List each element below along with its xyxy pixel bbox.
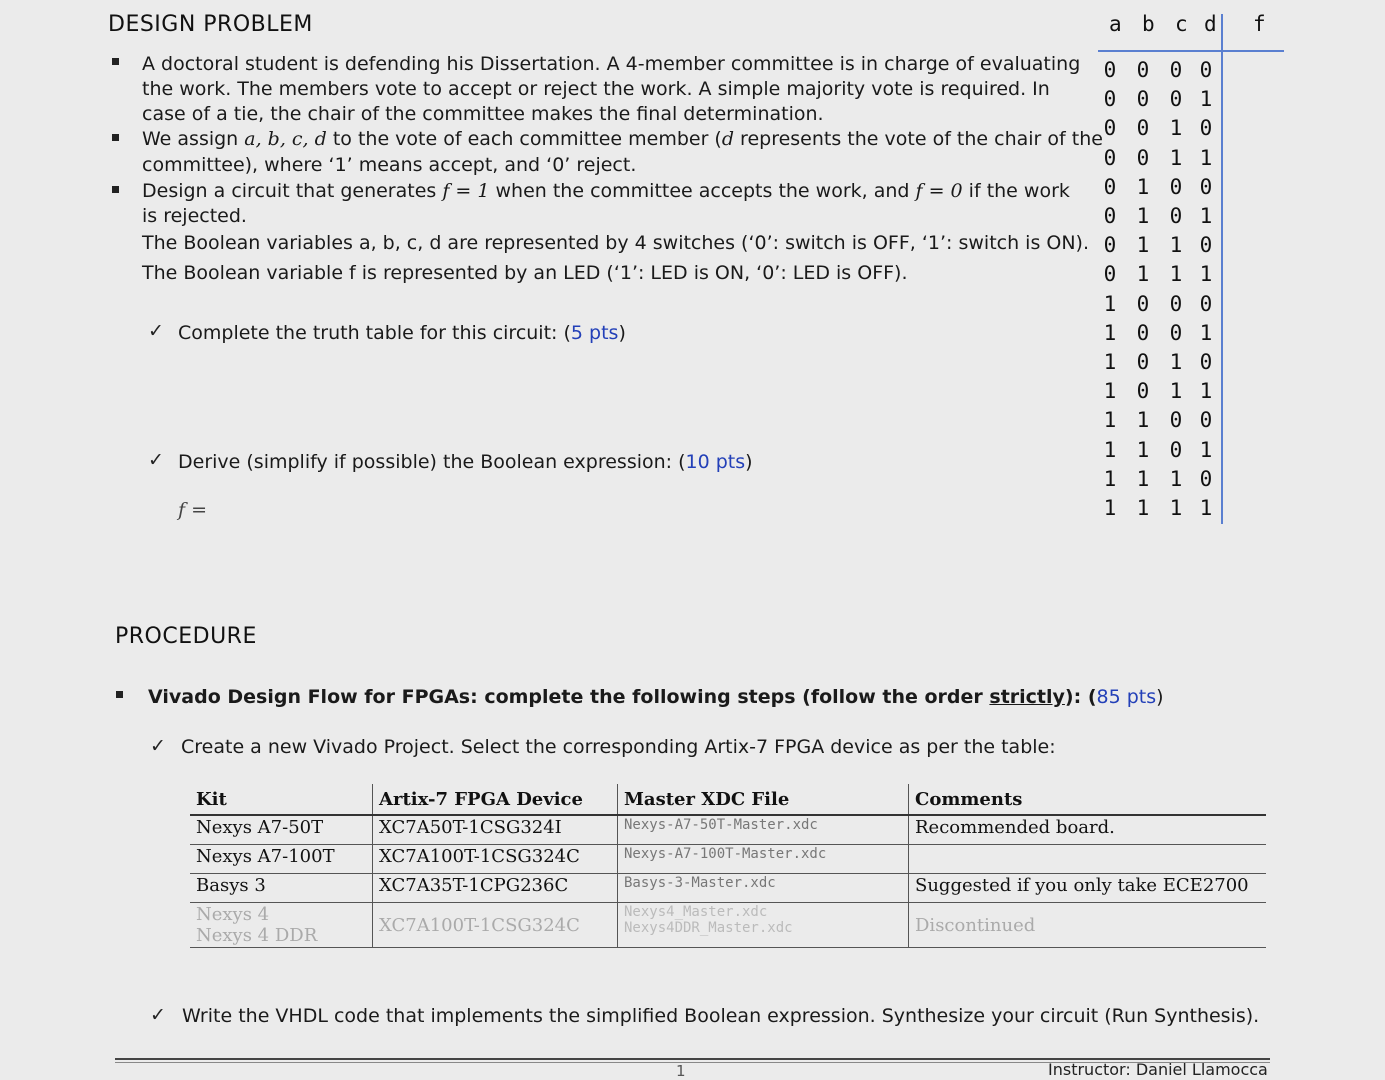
- truth-table-cell-a: 0: [1103, 174, 1117, 199]
- truth-table-row: [1100, 408, 1220, 437]
- truth-table-row: [1100, 438, 1220, 467]
- text: Complete the truth table for this circuit: (: [178, 322, 571, 344]
- text: ): [618, 322, 626, 344]
- truth-table-cell-c: 0: [1169, 174, 1183, 199]
- truth-table-cell-a: 0: [1103, 87, 1117, 112]
- truth-table-cell-b: 0: [1136, 291, 1150, 316]
- truth-table-cell-b: 0: [1136, 116, 1150, 141]
- page-number: 1: [676, 1062, 686, 1080]
- cell-kit: Nexys A7-100T: [190, 845, 373, 874]
- cell-xdc: Nexys-A7-100T-Master.xdc: [618, 845, 909, 874]
- paragraph-3-line-1: [142, 179, 1070, 204]
- truth-table-header-divider: [1098, 50, 1284, 52]
- truth-table-cell-c: 0: [1169, 87, 1183, 112]
- truth-table-cell-d: 1: [1199, 320, 1213, 345]
- truth-table-cell-a: 1: [1103, 291, 1117, 316]
- truth-table-cell-a: 1: [1103, 320, 1117, 345]
- truth-table-cell-b: 0: [1136, 320, 1150, 345]
- truth-table-cell-c: 1: [1169, 233, 1183, 258]
- truth-table-cell-c: 1: [1169, 350, 1183, 374]
- truth-table-cell-d: 0: [1199, 350, 1213, 374]
- truth-table-row: [1100, 233, 1220, 262]
- cell-xdc: [618, 903, 909, 948]
- cell-comment: Recommended board.: [909, 815, 1267, 845]
- table-row: [190, 815, 1266, 845]
- text: ): [745, 451, 753, 473]
- header-a: a: [1109, 12, 1122, 36]
- truth-table-cell-d: 1: [1199, 379, 1213, 404]
- truth-table-row: [1100, 292, 1220, 321]
- text: Vivado Design Flow for FPGAs: complete the following steps (follow the order: [148, 686, 990, 708]
- truth-table-cell-b: 0: [1136, 58, 1150, 82]
- truth-table-cell-a: 0: [1103, 262, 1117, 287]
- header-d: d: [1204, 12, 1217, 36]
- table-row: [190, 874, 1266, 903]
- cell-device: XC7A50T-1CSG324I: [373, 815, 618, 845]
- truth-table-cell-d: 0: [1199, 174, 1213, 199]
- truth-table-cell-b: 1: [1136, 233, 1150, 258]
- truth-table-cell-c: 1: [1169, 116, 1183, 141]
- truth-table-row: [1100, 175, 1220, 204]
- paragraph-1-line-2: the work. The members vote to accept or reject the work. A simple majority vote is required. In: [142, 78, 1050, 100]
- truth-table-cell-d: 0: [1199, 466, 1213, 491]
- truth-table-cell-a: 0: [1103, 116, 1117, 141]
- truth-table-cell-d: 1: [1199, 262, 1213, 287]
- truth-table-cell-b: 1: [1136, 437, 1150, 462]
- cell-device: XC7A100T-1CSG324C: [373, 845, 618, 874]
- f-equals-0: f = 0: [915, 180, 963, 202]
- variable-d: d: [721, 128, 735, 150]
- truth-table-cell-d: 1: [1199, 496, 1213, 520]
- truth-table-row: [1100, 87, 1220, 116]
- truth-table-row: [1100, 496, 1220, 525]
- truth-table-cell-b: 1: [1136, 262, 1150, 287]
- text: ): [1156, 686, 1164, 708]
- truth-table-row: [1100, 262, 1220, 291]
- truth-table-cell-a: 1: [1103, 466, 1117, 491]
- truth-table-cell-d: 0: [1199, 116, 1213, 141]
- truth-table-row: [1100, 379, 1220, 408]
- truth-table-cell-b: 1: [1136, 204, 1150, 228]
- column-header-kit: Kit: [190, 784, 373, 815]
- strictly-text: strictly: [989, 686, 1065, 708]
- task-derive-expression: [178, 450, 753, 475]
- text: ): (: [1064, 686, 1097, 708]
- kit-name-alt: Nexys 4 DDR: [196, 925, 318, 946]
- truth-table-cell-a: 0: [1103, 204, 1117, 228]
- truth-table-cell-b: 0: [1136, 145, 1150, 170]
- truth-table-cell-a: 1: [1103, 496, 1117, 520]
- truth-table-cell-c: 0: [1169, 437, 1183, 462]
- points: 10 pts: [685, 451, 746, 473]
- cell-xdc: Basys-3-Master.xdc: [618, 874, 909, 903]
- truth-table-cell-c: 1: [1169, 145, 1183, 170]
- cell-comment: [909, 845, 1267, 874]
- truth-table-cell-c: 0: [1169, 291, 1183, 316]
- truth-table-cell-b: 1: [1136, 174, 1150, 199]
- truth-table-cell-d: 1: [1199, 437, 1213, 462]
- paragraph-1-line-3: case of a tie, the chair of the committee makes the final determination.: [142, 103, 824, 125]
- truth-table-cell-b: 1: [1136, 466, 1150, 491]
- checkmark-icon: ✓: [150, 735, 166, 757]
- text: when the committee accepts the work, and: [489, 180, 916, 202]
- truth-table-row: [1100, 467, 1220, 496]
- truth-table-cell-c: 1: [1169, 496, 1183, 520]
- truth-table-cell-b: 0: [1136, 87, 1150, 112]
- truth-table-cell-a: 0: [1103, 233, 1117, 258]
- cell-device: XC7A35T-1CPG236C: [373, 874, 618, 903]
- bullet-marker: [112, 134, 119, 141]
- truth-table-cell-c: 1: [1169, 379, 1183, 404]
- truth-table-cell-a: 1: [1103, 350, 1117, 374]
- header-f: f: [1253, 12, 1266, 36]
- truth-table-cell-d: 1: [1199, 145, 1213, 170]
- checkmark-icon: ✓: [148, 449, 164, 471]
- cell-xdc: Nexys-A7-50T-Master.xdc: [618, 815, 909, 845]
- text: Derive (simplify if possible) the Boolean expression: (: [178, 451, 686, 473]
- truth-table-output-divider: [1221, 14, 1223, 524]
- truth-table-row: [1100, 204, 1220, 233]
- truth-table-cell-c: 0: [1169, 204, 1183, 228]
- column-header-xdc: Master XDC File: [618, 784, 909, 815]
- truth-table-cell-c: 0: [1169, 320, 1183, 345]
- truth-table-cell-b: 0: [1136, 350, 1150, 374]
- paragraph-3-line-3: The Boolean variables a, b, c, d are represented by 4 switches (‘0’: switch is OFF, ‘1’: switch is ON).: [142, 232, 1090, 254]
- fpga-kit-table: [190, 784, 1266, 948]
- paragraph-2-line-1: [142, 127, 1103, 152]
- bullet-marker: [116, 691, 123, 698]
- truth-table-cell-d: 1: [1199, 87, 1213, 112]
- truth-table-cell-a: 1: [1103, 379, 1117, 404]
- truth-table-row: [1100, 146, 1220, 175]
- truth-table-row: [1100, 350, 1220, 379]
- cell-device: XC7A100T-1CSG324C: [373, 903, 618, 948]
- truth-table-cell-a: 0: [1103, 145, 1117, 170]
- truth-table-cell-b: 1: [1136, 496, 1150, 520]
- table-row: [190, 845, 1266, 874]
- points: 85 pts: [1096, 686, 1157, 708]
- cell-kit: [190, 903, 373, 948]
- xdc-file: Nexys4_Master.xdc: [624, 904, 768, 920]
- truth-table-cell-a: 1: [1103, 437, 1117, 462]
- truth-table-cell-c: 1: [1169, 466, 1183, 491]
- truth-table-cell-d: 0: [1199, 58, 1213, 82]
- step-write-vhdl: Write the VHDL code that implements the simplified Boolean expression. Synthesize your circuit (Run Synthesis).: [182, 1005, 1260, 1027]
- bullet-marker: [112, 186, 119, 193]
- f-equals-1: f = 1: [442, 180, 490, 202]
- paragraph-3-line-2: is rejected.: [142, 205, 247, 227]
- text: if the work: [962, 180, 1070, 202]
- truth-table-cell-c: 0: [1169, 58, 1183, 82]
- bullet-marker: [112, 58, 119, 65]
- f-equation-label: f =: [178, 499, 207, 521]
- instructor-name: Instructor: Daniel Llamocca: [1048, 1060, 1268, 1079]
- truth-table-cell-d: 0: [1199, 291, 1213, 316]
- header-c: c: [1175, 12, 1188, 36]
- truth-table-row: [1100, 58, 1220, 87]
- text: represents the vote of the chair of the: [734, 128, 1103, 150]
- truth-table-cell-d: 1: [1199, 204, 1213, 228]
- checkmark-icon: ✓: [148, 320, 164, 342]
- truth-table-cell-d: 0: [1199, 408, 1213, 433]
- points: 5 pts: [570, 322, 619, 344]
- table-header-row: [190, 784, 1266, 815]
- text: to the vote of each committee member (: [326, 128, 722, 150]
- procedure-bullet: [148, 685, 1164, 710]
- kit-name: Nexys 4: [196, 904, 270, 925]
- truth-table-cell-c: 0: [1169, 408, 1183, 433]
- cell-comment: Suggested if you only take ECE2700: [909, 874, 1267, 903]
- column-header-comments: Comments: [909, 784, 1267, 815]
- section-title-design-problem: DESIGN PROBLEM: [108, 12, 313, 37]
- truth-table-cell-b: 1: [1136, 408, 1150, 433]
- cell-kit: Nexys A7-50T: [190, 815, 373, 845]
- task-truth-table: [178, 321, 626, 346]
- paragraph-3-line-4: The Boolean variable f is represented by an LED (‘1’: LED is ON, ‘0’: LED is OFF).: [142, 262, 908, 284]
- variables: a, b, c, d: [244, 128, 327, 150]
- step-create-project: Create a new Vivado Project. Select the corresponding Artix-7 FPGA device as per the table:: [181, 736, 1056, 758]
- xdc-file-alt: Nexys4DDR_Master.xdc: [624, 920, 793, 936]
- truth-table-cell-b: 0: [1136, 379, 1150, 404]
- table-row: [190, 903, 1266, 948]
- text: Design a circuit that generates: [142, 180, 443, 202]
- column-header-device: Artix-7 FPGA Device: [373, 784, 618, 815]
- truth-table-row: [1100, 321, 1220, 350]
- text: We assign: [142, 128, 245, 150]
- truth-table-cell-a: 1: [1103, 408, 1117, 433]
- paragraph-2-line-2: committee), where ‘1’ means accept, and ‘0’ reject.: [142, 154, 637, 176]
- truth-table-cell-a: 0: [1103, 58, 1117, 82]
- checkmark-icon: ✓: [150, 1004, 166, 1026]
- truth-table-cell-d: 0: [1199, 233, 1213, 258]
- cell-kit: Basys 3: [190, 874, 373, 903]
- paragraph-1-line-1: A doctoral student is defending his Dissertation. A 4-member committee is in charge of evaluating: [142, 53, 1081, 75]
- truth-table-row: [1100, 116, 1220, 145]
- truth-table-cell-c: 1: [1169, 262, 1183, 287]
- cell-comment: Discontinued: [909, 903, 1267, 948]
- header-b: b: [1142, 12, 1155, 36]
- section-title-procedure: PROCEDURE: [115, 624, 257, 649]
